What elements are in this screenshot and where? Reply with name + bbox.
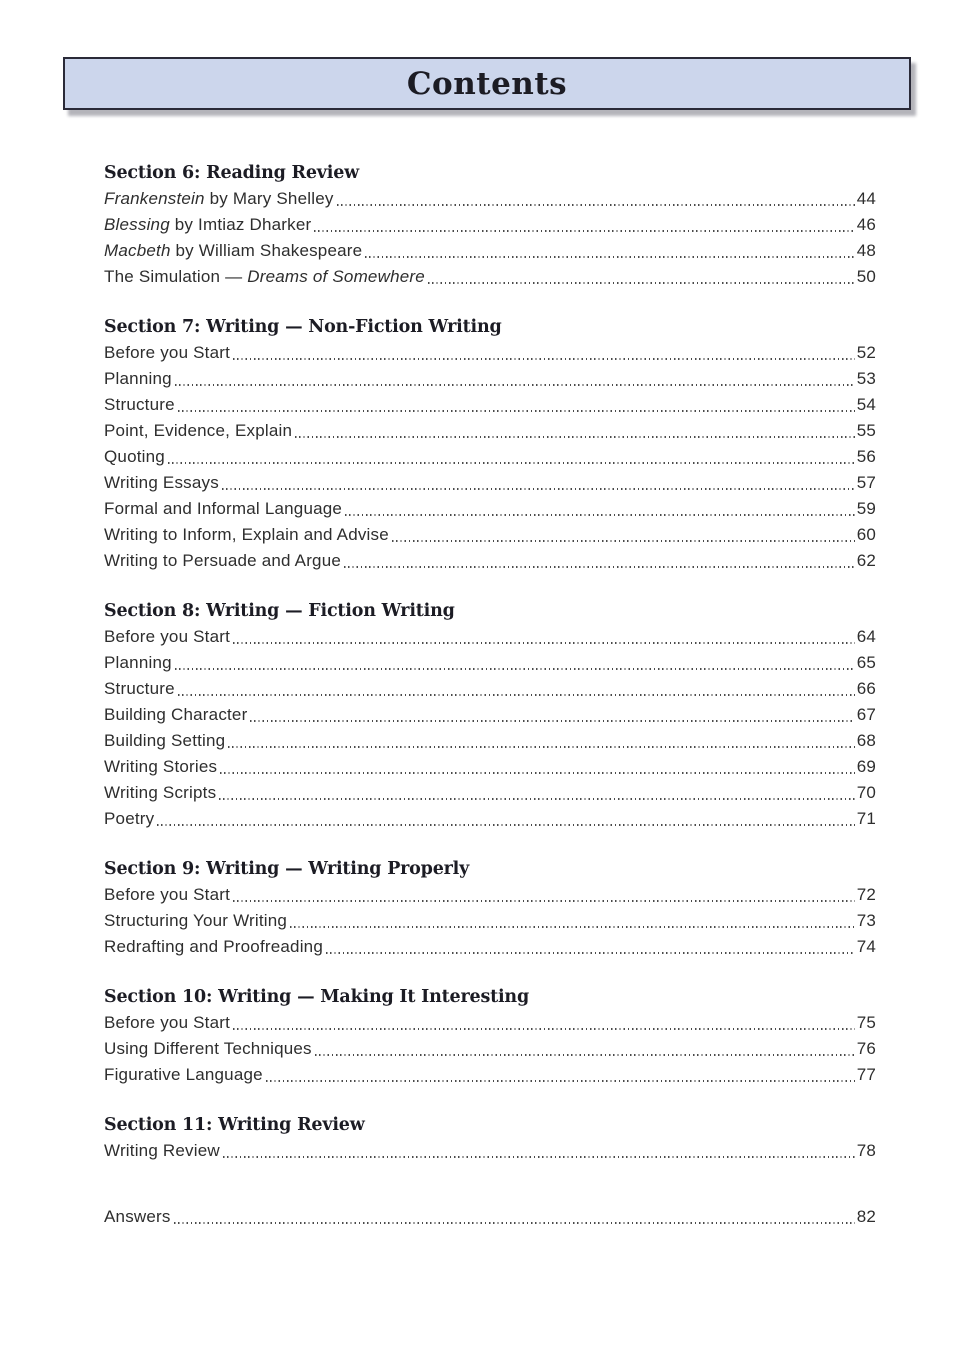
entry-title	[104, 186, 334, 212]
dot-leader	[172, 366, 857, 392]
entry-title-italic-segment: Macbeth	[104, 241, 171, 260]
dot-leader	[341, 548, 857, 574]
page-number: 70	[856, 783, 876, 802]
toc-entry	[104, 702, 876, 728]
page-number: 65	[856, 653, 876, 672]
entry-title-segment: Planning	[104, 653, 172, 672]
toc-entry	[104, 186, 876, 212]
page-number: 78	[856, 1141, 876, 1160]
entry-title-segment: by Imtiaz Dharker	[169, 215, 312, 234]
toc-entry	[104, 444, 876, 470]
toc-entry	[104, 934, 876, 960]
entry-title-segment: Building Setting	[104, 731, 226, 750]
dot-leader	[323, 934, 857, 960]
page-number: 59	[856, 499, 876, 518]
page-number: 50	[856, 267, 876, 286]
toc-entry	[104, 366, 876, 392]
contents-header-box	[63, 57, 911, 110]
toc-section	[104, 598, 876, 832]
toc-section	[104, 856, 876, 960]
entry-title-segment: Redrafting and Proofreading	[104, 937, 323, 956]
entry-title-segment: The Simulation —	[104, 267, 248, 286]
entry-title	[104, 496, 342, 522]
page-number: 52	[856, 343, 876, 362]
page-number: 44	[856, 189, 876, 208]
entry-title-segment: by William Shakespeare	[170, 241, 363, 260]
entry-title-segment: Structure	[104, 679, 175, 698]
toc-entry	[104, 650, 876, 676]
entry-title-segment: Before you Start	[104, 343, 231, 362]
entry-title-segment: Writing Stories	[104, 757, 218, 776]
dot-leader	[171, 1204, 857, 1230]
page-number: 67	[856, 705, 876, 724]
toc-entry	[104, 548, 876, 574]
dot-leader	[287, 908, 857, 934]
toc-entry	[104, 470, 876, 496]
entry-title	[104, 522, 389, 548]
dot-leader	[165, 444, 857, 470]
entry-title	[104, 1138, 220, 1164]
page-number: 77	[856, 1065, 876, 1084]
table-of-contents	[104, 160, 876, 1230]
section-heading: Section 8: Writing — Fiction Writing	[104, 601, 455, 621]
dot-leader	[263, 1062, 857, 1088]
entry-title	[104, 340, 230, 366]
section-heading: Section 10: Writing — Making It Interesting	[104, 987, 529, 1007]
toc-section	[104, 160, 876, 290]
page-number: 62	[856, 551, 876, 570]
toc-section	[104, 984, 876, 1088]
entry-title	[104, 650, 172, 676]
entry-title	[104, 882, 230, 908]
dot-leader	[220, 1138, 857, 1164]
entry-title	[104, 908, 287, 934]
entry-title-segment: Writing Scripts	[104, 783, 217, 802]
section-heading: Section 6: Reading Review	[104, 163, 360, 183]
page-number: 55	[856, 421, 876, 440]
toc-entry	[104, 238, 876, 264]
dot-leader	[425, 264, 857, 290]
page-number: 68	[856, 731, 876, 750]
toc-entry	[104, 1138, 876, 1164]
entry-title-italic-segment: Frankenstein	[104, 189, 205, 208]
dot-leader	[217, 754, 856, 780]
page-title: Contents	[406, 65, 568, 102]
dot-leader	[175, 392, 857, 418]
entry-title-segment: Structure	[104, 395, 175, 414]
section-heading: Section 9: Writing — Writing Properly	[104, 859, 470, 879]
page-number: 74	[856, 937, 876, 956]
page-number: 54	[856, 395, 876, 414]
entry-title	[104, 780, 216, 806]
dot-leader	[175, 676, 857, 702]
entry-title	[104, 1204, 171, 1230]
entry-title-italic-segment: Dreams of Somewhere	[247, 267, 425, 286]
entry-title-segment: Point, Evidence, Explain	[104, 421, 293, 440]
toc-entry	[104, 728, 876, 754]
entry-title-segment: Writing Essays	[104, 473, 219, 492]
toc-entry	[104, 1036, 876, 1062]
page-number: 75	[856, 1013, 876, 1032]
toc-entry	[104, 212, 876, 238]
entry-title	[104, 1010, 230, 1036]
entry-title-segment: Before you Start	[104, 885, 231, 904]
dot-leader	[172, 650, 857, 676]
entry-title	[104, 470, 219, 496]
dot-leader	[312, 1036, 857, 1062]
dot-leader	[216, 780, 856, 806]
toc-entry	[104, 522, 876, 548]
dot-leader	[342, 496, 857, 522]
dot-leader	[219, 470, 857, 496]
dot-leader	[225, 728, 856, 754]
page-number: 76	[856, 1039, 876, 1058]
entry-title	[104, 238, 362, 264]
entry-title-segment: Building Character	[104, 705, 248, 724]
dot-leader	[230, 624, 857, 650]
entry-title	[104, 548, 341, 574]
entry-title	[104, 264, 425, 290]
page-number: 71	[856, 809, 876, 828]
toc-entry	[104, 264, 876, 290]
page-number: 69	[856, 757, 876, 776]
entry-title-segment: Poetry	[104, 809, 155, 828]
page-number: 60	[856, 525, 876, 544]
page-number: 46	[856, 215, 876, 234]
toc-section	[104, 1112, 876, 1164]
entry-title	[104, 934, 323, 960]
dot-leader	[230, 1010, 857, 1036]
entry-title-segment: Formal and Informal Language	[104, 499, 343, 518]
page-number: 66	[856, 679, 876, 698]
dot-leader	[311, 212, 856, 238]
entry-title-segment: Answers	[104, 1207, 171, 1226]
entry-title	[104, 806, 154, 832]
entry-title-segment: Writing Review	[104, 1141, 220, 1160]
entry-title-segment: Figurative Language	[104, 1065, 263, 1084]
toc-entry	[104, 1010, 876, 1036]
toc-section	[104, 314, 876, 574]
toc-entry	[104, 676, 876, 702]
entry-title	[104, 444, 165, 470]
page-number: 73	[856, 911, 876, 930]
toc-entry	[104, 624, 876, 650]
page-number: 53	[856, 369, 876, 388]
page-number: 82	[856, 1207, 876, 1226]
toc-entry	[104, 496, 876, 522]
entry-title-segment: Writing to Inform, Explain and Advise	[104, 525, 389, 544]
toc-entry	[104, 780, 876, 806]
entry-title-segment: Planning	[104, 369, 172, 388]
entry-title-segment: Before you Start	[104, 1013, 231, 1032]
entry-title-segment: Before you Start	[104, 627, 231, 646]
entry-title-segment: Quoting	[104, 447, 165, 466]
entry-title-italic-segment: Blessing	[104, 215, 170, 234]
toc-entry	[104, 1204, 876, 1230]
toc-entry	[104, 908, 876, 934]
dot-leader	[389, 522, 857, 548]
page-number: 72	[856, 885, 876, 904]
entry-title	[104, 624, 230, 650]
entry-title-segment: by Mary Shelley	[204, 189, 334, 208]
section-heading: Section 11: Writing Review	[104, 1115, 365, 1135]
dot-leader	[247, 702, 856, 728]
toc-entry	[104, 392, 876, 418]
dot-leader	[292, 418, 857, 444]
page-number: 64	[856, 627, 876, 646]
dot-leader	[230, 340, 857, 366]
entry-title	[104, 754, 217, 780]
toc-entry	[104, 340, 876, 366]
dot-leader	[154, 806, 856, 832]
entry-title-segment: Writing to Persuade and Argue	[104, 551, 342, 570]
page-number: 56	[856, 447, 876, 466]
page-number: 48	[856, 241, 876, 260]
entry-title-segment: Using Different Techniques	[104, 1039, 312, 1058]
dot-leader	[362, 238, 856, 264]
toc-entry	[104, 754, 876, 780]
entry-title	[104, 728, 225, 754]
entry-title-segment: Structuring Your Writing	[104, 911, 288, 930]
page-number: 57	[856, 473, 876, 492]
entry-title	[104, 1036, 312, 1062]
dot-leader	[334, 186, 857, 212]
entry-title	[104, 212, 311, 238]
entry-title	[104, 702, 247, 728]
entry-title	[104, 366, 172, 392]
toc-entry	[104, 806, 876, 832]
toc-entry	[104, 882, 876, 908]
entry-title	[104, 676, 175, 702]
entry-title	[104, 392, 175, 418]
entry-title	[104, 1062, 263, 1088]
toc-entry	[104, 418, 876, 444]
entry-title	[104, 418, 292, 444]
dot-leader	[230, 882, 857, 908]
toc-entry	[104, 1062, 876, 1088]
section-heading: Section 7: Writing — Non-Fiction Writing	[104, 317, 502, 337]
